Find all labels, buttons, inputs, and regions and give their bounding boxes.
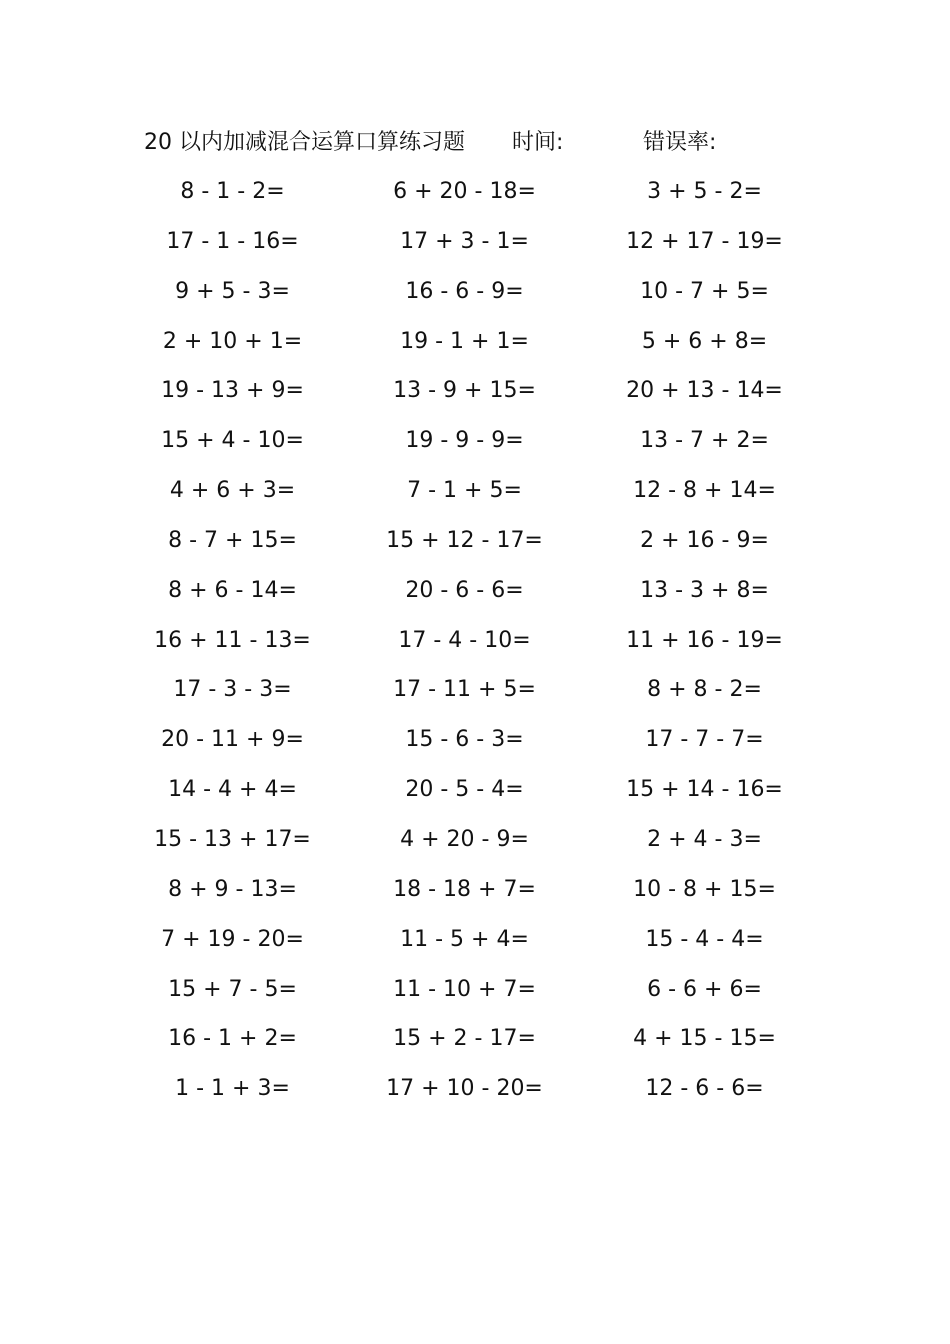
problem-item: 19 - 1 + 1= — [400, 328, 529, 354]
problem-item: 18 - 18 + 7= — [393, 876, 536, 902]
problem-item: 4 + 20 - 9= — [400, 826, 529, 852]
problem-item: 15 - 13 + 17= — [154, 826, 311, 852]
problem-row — [0, 1069, 950, 1119]
problem-item: 15 + 4 - 10= — [161, 428, 304, 454]
problem-item: 13 - 7 + 2= — [640, 428, 769, 454]
problem-item: 8 - 1 - 2= — [180, 179, 285, 204]
problem-item: 17 + 3 - 1= — [400, 228, 529, 254]
problem-item: 10 - 8 + 15= — [633, 876, 776, 902]
problem-row — [0, 670, 950, 720]
problem-item: 9 + 5 - 3= — [175, 278, 290, 304]
problem-item: 15 + 7 - 5= — [168, 976, 297, 1002]
problem-item: 7 + 19 - 20= — [161, 926, 304, 952]
problem-item: 17 - 4 - 10= — [398, 627, 531, 653]
problem-item: 12 - 6 - 6= — [645, 1076, 764, 1102]
problem-item: 8 + 9 - 13= — [168, 876, 297, 902]
time-label: 时间: — [512, 130, 564, 155]
problem-item: 6 + 20 - 18= — [393, 179, 536, 204]
problem-item: 8 + 6 - 14= — [168, 577, 297, 603]
problem-item: 17 + 10 - 20= — [386, 1076, 543, 1102]
problem-item: 15 + 14 - 16= — [626, 777, 783, 803]
problem-row — [0, 720, 950, 770]
problem-item: 8 + 8 - 2= — [647, 677, 762, 703]
problem-item: 20 - 6 - 6= — [405, 577, 524, 603]
problem-item: 16 + 11 - 13= — [154, 627, 311, 653]
problem-item: 15 - 4 - 4= — [645, 926, 764, 952]
problem-row — [0, 371, 950, 421]
problem-row — [0, 920, 950, 970]
problem-item: 13 - 9 + 15= — [393, 378, 536, 404]
problem-item: 4 + 6 + 3= — [169, 478, 296, 504]
problem-row — [0, 820, 950, 870]
problem-row — [0, 870, 950, 920]
problem-row — [0, 172, 950, 222]
problem-item: 11 - 5 + 4= — [400, 926, 529, 952]
problem-row — [0, 272, 950, 322]
problem-item: 1 - 1 + 3= — [175, 1076, 290, 1102]
problem-item: 17 - 3 - 3= — [173, 677, 292, 703]
problem-item: 15 - 6 - 3= — [405, 727, 524, 753]
problem-item: 15 + 12 - 17= — [386, 527, 543, 553]
worksheet-header — [0, 126, 950, 160]
problem-item: 20 - 5 - 4= — [405, 777, 524, 803]
problem-row — [0, 970, 950, 1020]
problem-item: 12 - 8 + 14= — [633, 478, 776, 504]
problem-item: 7 - 1 + 5= — [407, 478, 522, 504]
worksheet-title: 20 以内加减混合运算口算练习题 — [144, 130, 465, 155]
problem-item: 2 + 10 + 1= — [162, 328, 303, 354]
problem-item: 20 + 13 - 14= — [626, 378, 783, 404]
problem-item: 20 - 11 + 9= — [161, 727, 304, 753]
problem-item: 19 - 13 + 9= — [161, 378, 304, 404]
problem-item: 14 - 4 + 4= — [168, 777, 297, 803]
problem-item: 6 - 6 + 6= — [647, 976, 762, 1002]
problem-item: 16 - 1 + 2= — [168, 1026, 297, 1052]
problem-row — [0, 222, 950, 272]
problem-item: 2 + 16 - 9= — [640, 527, 769, 553]
problem-item: 8 - 7 + 15= — [168, 527, 297, 553]
problem-item: 12 + 17 - 19= — [626, 228, 783, 254]
problem-item: 17 - 7 - 7= — [645, 727, 764, 753]
problem-item: 17 - 11 + 5= — [393, 677, 536, 703]
problem-item: 10 - 7 + 5= — [640, 278, 769, 304]
problem-item: 11 + 16 - 19= — [626, 627, 783, 653]
problem-row — [0, 621, 950, 671]
problem-row — [0, 571, 950, 621]
problem-item: 17 - 1 - 16= — [166, 228, 299, 254]
problem-item: 13 - 3 + 8= — [640, 577, 769, 603]
problem-item: 15 + 2 - 17= — [393, 1026, 536, 1052]
problem-item: 5 + 6 + 8= — [641, 328, 768, 354]
problem-row — [0, 421, 950, 471]
problem-row — [0, 1019, 950, 1069]
problem-item: 19 - 9 - 9= — [405, 428, 524, 454]
error-rate-label: 错误率: — [643, 130, 717, 155]
problem-item: 11 - 10 + 7= — [393, 976, 536, 1002]
problem-row — [0, 322, 950, 372]
problem-grid — [0, 172, 950, 1119]
problem-row — [0, 521, 950, 571]
problem-row — [0, 471, 950, 521]
problem-item: 3 + 5 - 2= — [647, 179, 762, 204]
problem-item: 16 - 6 - 9= — [405, 278, 524, 304]
problem-item: 2 + 4 - 3= — [647, 826, 762, 852]
problem-item: 4 + 15 - 15= — [633, 1026, 776, 1052]
problem-row — [0, 770, 950, 820]
